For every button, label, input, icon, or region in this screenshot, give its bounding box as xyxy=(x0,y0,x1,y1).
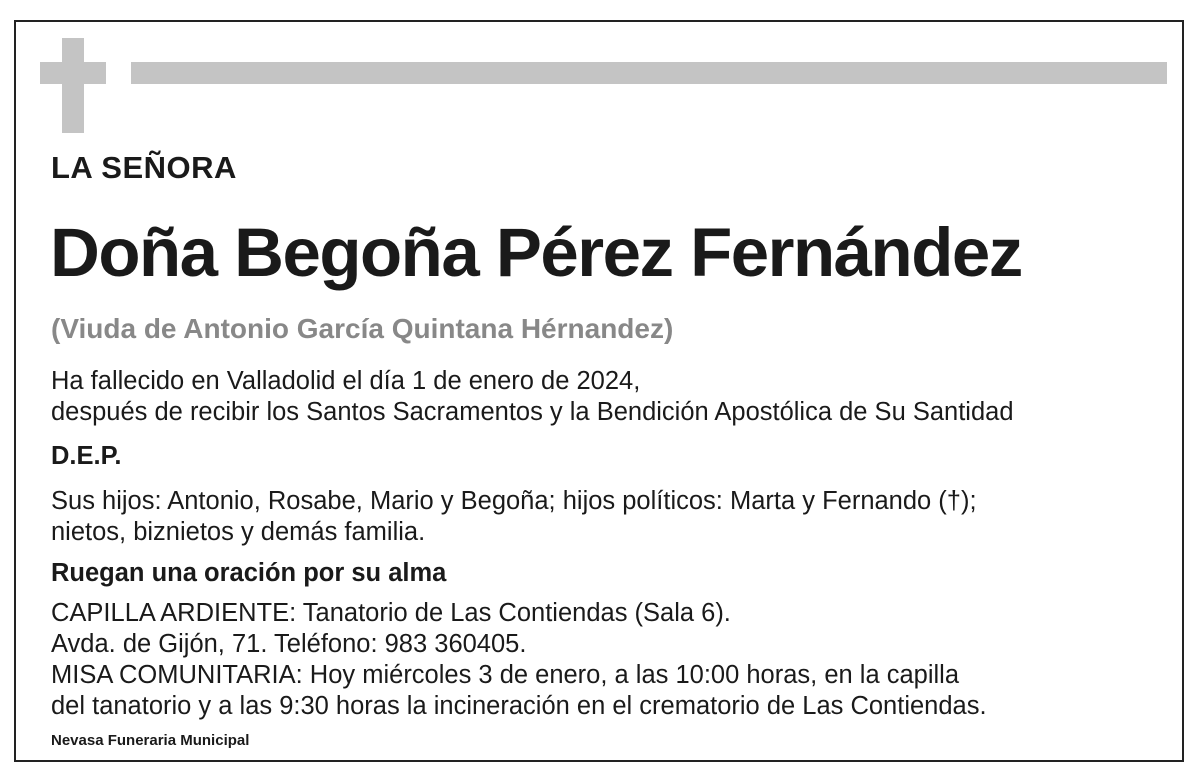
prayer-request: Ruegan una oración por su alma xyxy=(51,559,447,587)
chapel-line-1: CAPILLA ARDIENTE: Tanatorio de Las Contiendas (Sala 6). xyxy=(51,599,731,627)
mass-line-2: del tanatorio y a las 9:30 horas la incineración en el crematorio de Las Contiendas. xyxy=(51,692,987,720)
header-rule xyxy=(131,62,1167,84)
funeral-home-credit: Nevasa Funeraria Municipal xyxy=(51,732,250,749)
dep-label: D.E.P. xyxy=(51,442,122,470)
cross-icon-arm xyxy=(40,62,106,84)
deceased-name: Doña Begoña Pérez Fernández xyxy=(50,214,1022,291)
honorific-title: LA SEÑORA xyxy=(51,150,237,185)
death-announcement-line-1: Ha fallecido en Valladolid el día 1 de enero de 2024, xyxy=(51,367,641,395)
cross-icon xyxy=(62,38,84,133)
chapel-line-2: Avda. de Gijón, 71. Teléfono: 983 360405. xyxy=(51,630,527,658)
family-line-2: nietos, biznietos y demás familia. xyxy=(51,518,426,546)
family-line-1: Sus hijos: Antonio, Rosabe, Mario y Begoña; hijos políticos: Marta y Fernando (†); xyxy=(51,487,977,515)
death-announcement-line-2: después de recibir los Santos Sacramentos y la Bendición Apostólica de Su Santidad xyxy=(51,398,1014,426)
mass-line-1: MISA COMUNITARIA: Hoy miércoles 3 de enero, a las 10:00 horas, en la capilla xyxy=(51,661,960,689)
widow-of-line: (Viuda de Antonio García Quintana Hérnandez) xyxy=(51,313,674,344)
